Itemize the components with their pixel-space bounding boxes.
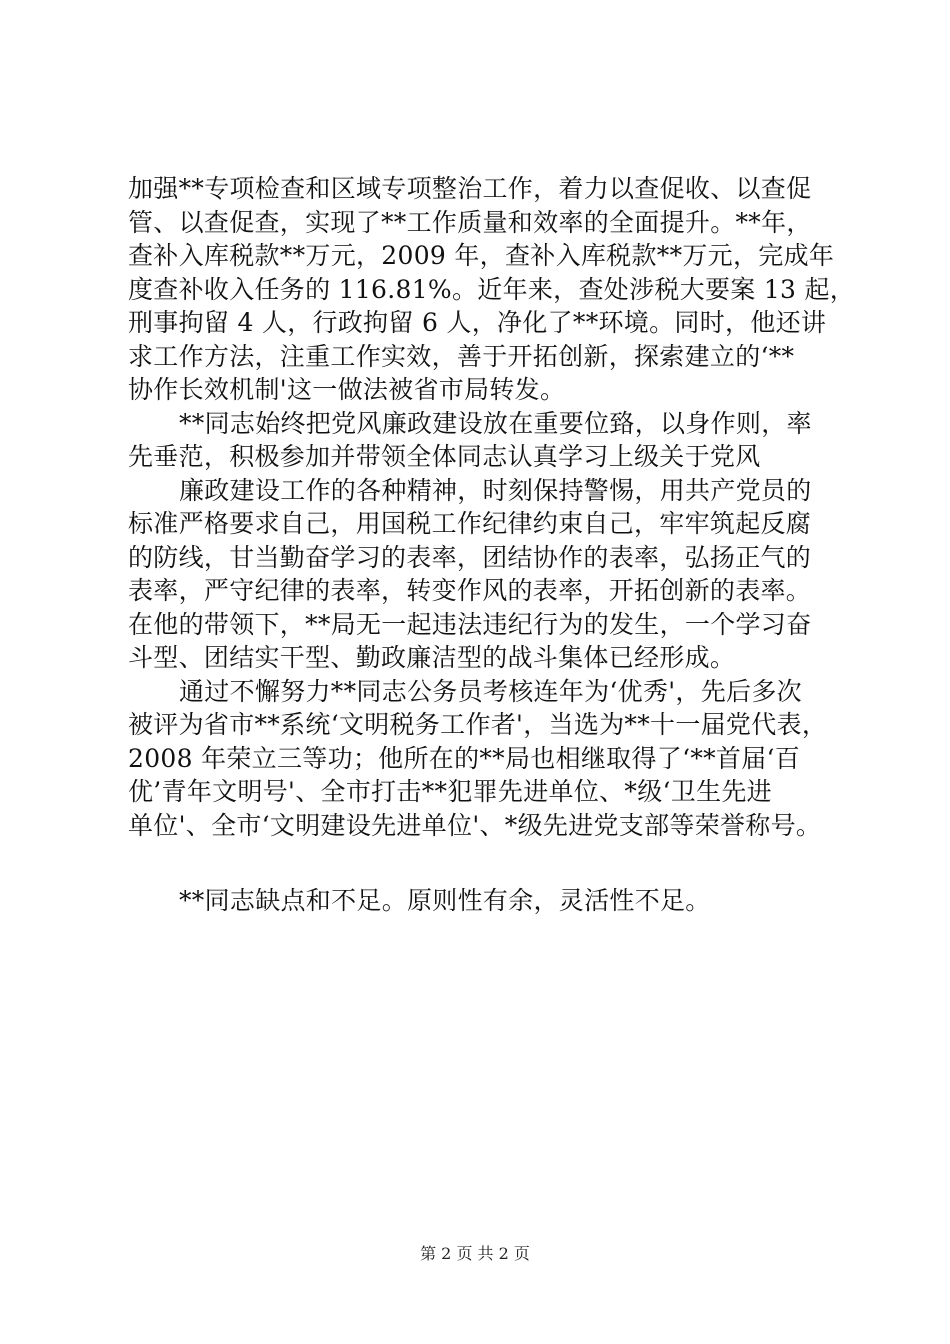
paragraph-gap [128,842,868,884]
text-line: 单位'、全市‘文明建设先进单位'、*级先进党支部等荣誉称号。 [128,810,822,840]
text-line: 的防线，甘当勤奋学习的表率，团结协作的表率，弘扬正气的 [128,542,812,572]
text-line: 度查补收入任务的 116.81%。近年来，查处涉税大要案 13 起， [128,274,856,304]
text-line: 2008 年荣立三等功；他所在的**局也相继取得了‘**首届‘百 [128,743,801,773]
text-line: 查补入库税款**万元，2009 年，查补入库税款**万元，完成年 [128,241,835,270]
text-line: 优’青年文明号'、全市打击**犯罪先进单位、*级‘卫生先进 [128,777,772,806]
paragraph-start-line: **同志始终把党风廉政建设放在重要位臵，以身作则，率 [179,408,812,438]
text-line: 标准严格要求自己，用国税工作纪律约束自己，牢牢筑起反腐 [128,509,812,538]
text-line: 先垂范，积极参加并带领全体同志认真学习上级关于党风 [128,442,761,471]
text-line: 协作长效机制'这一做法被省市局转发。 [128,375,566,404]
text-line: 被评为省市**系统‘文明税务工作者'，当选为**十一届党代表， [128,710,828,739]
paragraph-start-line: 通过不懈努力**同志公务员考核连年为‘优秀'，先后多次 [179,676,802,706]
document-body [128,172,868,918]
text-line: 刑事拘留 4 人，行政拘留 6 人，净化了**环境。同时，他还讲 [128,308,827,337]
text-line: 管、以查促查，实现了**工作质量和效率的全面提升。**年， [128,207,812,237]
paragraph-start-line: **同志缺点和不足。原则性有余，灵活性不足。 [179,886,711,915]
text-line: 斗型、团结实干型、勤政廉洁型的战斗集体已经形成。 [128,643,736,672]
text-line: 表率，严守纪律的表率，转变作风的表率，开拓创新的表率。 [128,576,812,605]
text-line: 在他的带领下，**局无一起违法违纪行为的发生，一个学习奋 [128,609,812,639]
paragraph-start-line: 廉政建设工作的各种精神，时刻保持警惕，用共产党员的 [179,475,812,505]
text-line: 加强**专项检查和区域专项整治工作，着力以查促收、以查促 [128,174,812,203]
text-line: 求工作方法，注重工作实效，善于开拓创新，探索建立的‘** [128,341,795,371]
page-number-footer: 第 2 页 共 2 页 [420,1244,530,1263]
